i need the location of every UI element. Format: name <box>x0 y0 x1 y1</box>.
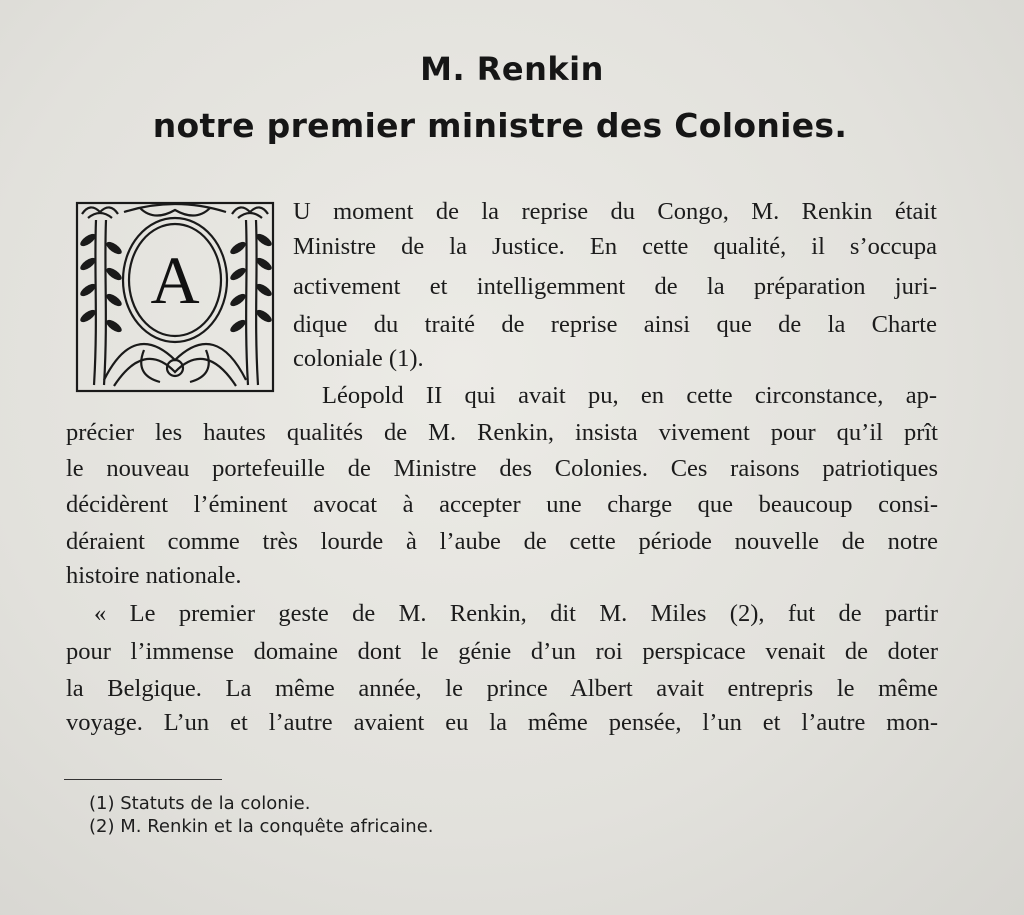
text-line: dique du traité de reprise ainsi que de la Charte <box>293 311 937 338</box>
footnote-2: (2) M. Renkin et la conquête africaine. <box>89 816 434 837</box>
text-line: précier les hautes qualités de M. Renkin, insista vivement pour qu’il prît <box>66 419 938 446</box>
text-line: coloniale (1). <box>293 345 424 372</box>
footnote-1: (1) Statuts de la colonie. <box>89 793 311 814</box>
ornamental-initial <box>74 200 276 394</box>
text-line: activement et intelligemment de la préparation juri- <box>293 273 937 300</box>
text-line: le nouveau portefeuille de Ministre des Colonies. Ces raisons patriotiques <box>66 455 938 482</box>
text-line: Ministre de la Justice. En cette qualité, il s’occupa <box>293 233 937 260</box>
text-line: voyage. L’un et l’autre avaient eu la même pensée, l’un et l’autre mon- <box>66 709 938 736</box>
page-title: M. Renkin <box>420 50 604 88</box>
text-line: Léopold II qui avait pu, en cette circonstance, ap- <box>322 382 937 409</box>
text-line: histoire nationale. <box>66 562 242 589</box>
text-line: pour l’immense domaine dont le génie d’un roi perspicace venait de doter <box>66 638 938 665</box>
text-line: déraient comme très lourde à l’aube de cette période nouvelle de notre <box>66 528 938 555</box>
footnote-divider <box>64 779 222 780</box>
drop-cap-letter: A <box>150 242 200 318</box>
text-line: la Belgique. La même année, le prince Albert avait entrepris le même <box>66 675 938 702</box>
text-line: U moment de la reprise du Congo, M. Renkin était <box>293 198 937 225</box>
text-line: décidèrent l’éminent avocat à accepter une charge que beaucoup consi- <box>66 491 938 518</box>
text-line: « Le premier geste de M. Renkin, dit M. Miles (2), fut de partir <box>94 600 938 627</box>
page-subtitle: notre premier ministre des Colonies. <box>152 106 848 145</box>
